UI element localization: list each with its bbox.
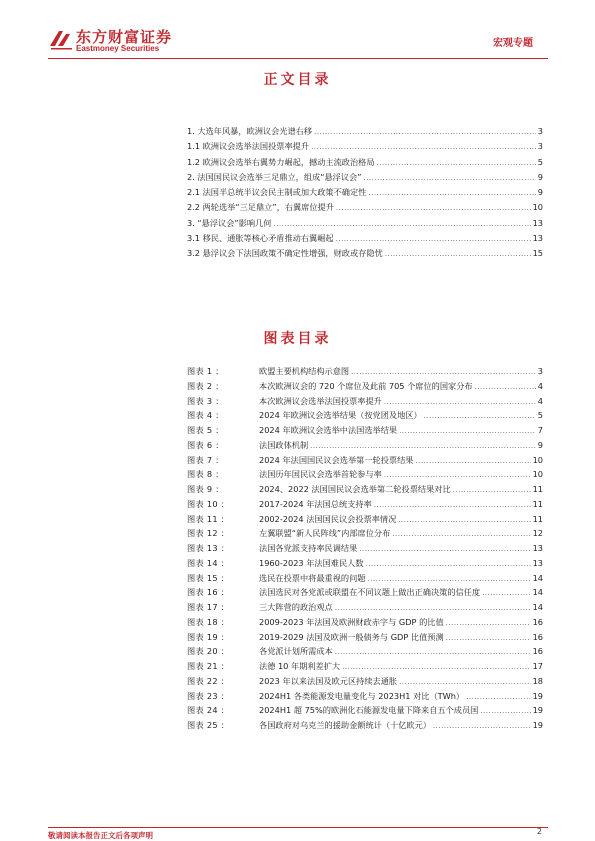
toc-entry-label: 1.2 欧洲议会选举右翼势力崛起，撼动主流政治格局 — [187, 156, 375, 167]
toc-entry[interactable] — [187, 187, 543, 202]
figure-entry-number: 图表 7 ： — [187, 454, 224, 465]
figure-entry-number: 图表 15 ： — [187, 572, 230, 583]
dot-leader — [336, 204, 531, 212]
toc-entry[interactable] — [187, 218, 543, 233]
figure-entry-page: 10 — [532, 454, 543, 465]
toc-entry-label: 2.2 两轮选举“三足鼎立”，右翼席位提升 — [187, 202, 334, 213]
eastmoney-logo-icon — [48, 28, 74, 50]
figure-entry-number: 图表 24 ： — [187, 705, 230, 716]
figure-entry[interactable] — [187, 528, 543, 543]
dot-leader — [433, 722, 531, 730]
figure-entry-number: 图表 13 ： — [187, 543, 230, 553]
figure-entry[interactable] — [187, 602, 543, 617]
figure-entry-page: 17 — [532, 661, 543, 671]
figure-entry-label: 本次欧洲议会选举法国投票率提升 — [259, 395, 382, 406]
toc-entry[interactable] — [187, 248, 543, 263]
figure-entry[interactable] — [187, 469, 543, 484]
figure-entry[interactable] — [187, 558, 543, 573]
figure-entry[interactable] — [187, 381, 543, 396]
toc-entry-page: 3 — [537, 126, 543, 136]
dot-leader — [446, 619, 531, 627]
figure-entry-page: 14 — [532, 602, 543, 612]
figure-entry[interactable] — [187, 691, 543, 706]
figure-entry-label: 欧盟主要机构结构示意图 — [259, 366, 350, 376]
figure-entry-number: 图表 10 ： — [187, 498, 230, 509]
figure-entry-page: 16 — [532, 646, 543, 657]
figure-entry-page: 5 — [537, 410, 543, 421]
figure-entry-label: 2024H1 超 75%的欧洲化石能源发电量下降来自五个成员国 — [259, 705, 479, 716]
figure-entry-page: 16 — [532, 616, 543, 627]
dot-leader — [366, 560, 531, 568]
figure-entry-label: 本次欧洲议会的 720 个席位及此前 705 个席位的国家分布 — [259, 380, 473, 391]
figure-entry[interactable] — [187, 705, 543, 720]
figure-entry-number: 图表 19 ： — [187, 631, 230, 642]
dot-leader — [446, 634, 531, 642]
toc-entry-label: 1. 大选年风暴，欧洲议会光谱右移 — [187, 126, 313, 136]
dot-leader — [335, 648, 531, 656]
dot-leader — [475, 383, 536, 391]
figure-entry-label: 2024、2022 法国国民议会选举第二轮投票结果对比 — [259, 484, 451, 494]
toc-entry[interactable] — [187, 172, 543, 187]
toc-entry[interactable] — [187, 126, 543, 141]
footer-disclaimer: 敬请阅读本报告正文后各项声明 — [48, 831, 153, 840]
figure-entry[interactable] — [187, 720, 543, 735]
toc-entry-label: 1.1 欧洲议会选举法国投票率提升 — [187, 141, 310, 152]
figure-entry-number: 图表 1 ： — [187, 366, 224, 376]
figure-entry[interactable] — [187, 366, 543, 381]
toc-entry-label: 2.1 法国半总统半议会民主制或加大政策不确定性 — [187, 187, 367, 198]
figure-entry-page: 13 — [532, 557, 543, 568]
figure-entry[interactable] — [187, 440, 543, 455]
dot-leader — [335, 604, 531, 612]
figure-entry-label: 1960-2023 年法国难民人数 — [259, 557, 364, 568]
table-of-contents — [187, 126, 543, 264]
figure-entry-label: 三大阵营的政治观点 — [259, 602, 333, 612]
toc-entry[interactable] — [187, 157, 543, 172]
figure-entry-page: 14 — [532, 572, 543, 583]
figure-entry-page: 11 — [532, 513, 543, 524]
figure-entry-page: 10 — [532, 469, 543, 480]
dot-leader — [482, 589, 531, 597]
figure-entry[interactable] — [187, 396, 543, 411]
dot-leader — [367, 575, 530, 583]
dot-leader — [351, 368, 536, 376]
dot-leader — [466, 693, 530, 701]
figure-entry-number: 图表 3 ： — [187, 395, 224, 406]
figure-entry-label: 2002-2024 法国国民议会投票率情况 — [259, 513, 397, 524]
figure-entry-label: 法国历年国民议会选举首轮参与率 — [259, 469, 382, 480]
figure-entry[interactable] — [187, 455, 543, 470]
dot-leader — [398, 516, 530, 524]
figure-entry-label: 法德 10 年期利差扩大 — [259, 661, 341, 671]
figure-entry[interactable] — [187, 587, 543, 602]
header-divider — [48, 58, 548, 59]
dot-leader — [368, 189, 535, 197]
figure-entry-number: 图表 18 ： — [187, 616, 230, 627]
figure-entry-number: 图表 9 ： — [187, 484, 224, 494]
figure-entry[interactable] — [187, 514, 543, 529]
figure-list — [187, 366, 543, 735]
figure-entry-label: 2024H1 各类能源发电量变化与 2023H1 对比（TWh） — [259, 690, 465, 701]
figure-entry-number: 图表 16 ： — [187, 587, 230, 598]
toc-entry[interactable] — [187, 141, 543, 156]
figure-entry[interactable] — [187, 632, 543, 647]
page-number: 2 — [536, 827, 542, 836]
figure-entry-page: 16 — [532, 631, 543, 642]
figure-entry-page: 4 — [537, 380, 543, 391]
figure-entry-page: 11 — [532, 498, 543, 509]
figure-entry-label: 2024 年欧洲议会选举结果（按党团及地区） — [259, 410, 422, 421]
toc-entry[interactable] — [187, 202, 543, 217]
figure-entry[interactable] — [187, 543, 543, 558]
figure-entry[interactable] — [187, 499, 543, 514]
figure-entry-page: 12 — [532, 528, 543, 539]
dot-leader — [399, 678, 531, 686]
figure-entry-page: 11 — [532, 484, 543, 494]
figure-entry-label: 2019-2029 法国及欧洲一般债务与 GDP 比值预测 — [259, 631, 444, 642]
figure-entry-page: 19 — [532, 720, 543, 730]
toc-entry-label: 3.2 悬浮议会下法国政策不确定性增强，财政或存隐忧 — [187, 248, 383, 259]
figure-entry-number: 图表 4 ： — [187, 410, 224, 421]
toc-entry-page: 13 — [532, 233, 543, 244]
figure-entry-page: 13 — [532, 543, 543, 553]
dot-leader — [336, 235, 531, 243]
logo-chinese-name: 东方财富证券 — [76, 28, 173, 46]
dot-leader — [453, 486, 531, 494]
footer-divider — [48, 827, 548, 828]
toc-entry-page: 3 — [537, 141, 543, 152]
figure-entry-number: 图表 8 ： — [187, 469, 224, 480]
figure-entry-label: 各党派计划所需成本 — [259, 646, 333, 657]
figure-entry-number: 图表 6 ： — [187, 439, 224, 450]
figure-entry-number: 图表 14 ： — [187, 557, 230, 568]
toc-entry-label: 3. “悬浮议会”影响几何 — [187, 217, 272, 228]
figure-entry-number: 图表 20 ： — [187, 646, 230, 657]
figure-entry-number: 图表 23 ： — [187, 690, 230, 701]
figure-entry-page: 19 — [532, 690, 543, 701]
logo-english-name: Eastmoney Securities — [76, 44, 160, 53]
figure-entry-page: 3 — [537, 366, 543, 376]
toc-entry-page: 9 — [537, 187, 543, 198]
dot-leader — [385, 250, 531, 258]
figure-entry-number: 图表 11 ： — [187, 513, 230, 524]
dot-leader — [399, 427, 536, 435]
figure-entry[interactable] — [187, 617, 543, 632]
toc-entry[interactable] — [187, 233, 543, 248]
dot-leader — [363, 174, 535, 182]
figure-entry-page: 18 — [532, 675, 543, 686]
figure-entry-label: 2023 年以来法国及欧元区持续去通胀 — [259, 675, 398, 686]
dot-leader — [384, 471, 531, 479]
figure-entry[interactable] — [187, 484, 543, 499]
dot-leader — [392, 530, 530, 538]
figure-entry-label: 法国各党派支持率民调结果 — [259, 543, 358, 553]
report-type-tag: 宏观专题 — [493, 38, 533, 49]
figure-entry-page: 4 — [537, 395, 543, 406]
figure-entry[interactable] — [187, 676, 543, 691]
figure-entry-label: 2017-2024 年法国总统支持率 — [259, 498, 372, 509]
toc-entry-page: 15 — [532, 248, 543, 259]
figure-entry-label: 各国政府对乌克兰的援助金额统计（十亿欧元） — [259, 720, 431, 730]
figure-entry-number: 图表 5 ： — [187, 425, 224, 435]
dot-leader — [342, 663, 530, 671]
dot-leader — [310, 442, 536, 450]
figure-entry[interactable] — [187, 425, 543, 440]
figure-entry-label: 选民在投票中将最重视的问题 — [259, 572, 366, 583]
dot-leader — [480, 707, 530, 715]
page-header — [0, 0, 595, 62]
figure-entry-label: 左翼联盟“新人民阵线”内部席位分布 — [259, 528, 391, 539]
figure-entry-number: 图表 2 ： — [187, 380, 224, 391]
figure-entry-label: 2009-2023 年法国及欧洲财政赤字与 GDP 的比值 — [259, 616, 444, 627]
figure-entry-number: 图表 21 ： — [187, 661, 230, 671]
figure-entry-page: 19 — [532, 705, 543, 716]
toc-entry-label: 3.1 移民、通胀等核心矛盾推动右翼崛起 — [187, 233, 334, 244]
figure-entry-number: 图表 25 ： — [187, 720, 230, 730]
toc-entry-page: 5 — [537, 156, 543, 167]
figure-entry-label: 法国选民对各党派或联盟在不同议题上做出正确决策的信任度 — [259, 587, 481, 598]
dot-leader — [374, 501, 531, 509]
figure-entry-number: 图表 22 ： — [187, 675, 230, 686]
dot-leader — [273, 220, 530, 228]
dot-leader — [424, 412, 536, 420]
figure-entry-page: 7 — [537, 425, 543, 435]
toc-entry-page: 10 — [532, 202, 543, 213]
figure-entry-label: 2024 年法国国民议会选举第一轮投票结果 — [259, 454, 414, 465]
figure-entry-page: 14 — [532, 587, 543, 598]
figure-entry[interactable] — [187, 646, 543, 661]
figure-entry-page: 9 — [537, 439, 543, 450]
dot-leader — [314, 128, 536, 136]
dot-leader — [377, 159, 536, 167]
dot-leader — [359, 545, 530, 553]
figure-list-title: 图表目录 — [263, 331, 332, 347]
figure-entry[interactable] — [187, 573, 543, 588]
toc-entry-label: 2. 法国国民议会选举三足鼎立，组成“悬浮议会” — [187, 171, 362, 182]
toc-entry-page: 9 — [537, 171, 543, 182]
toc-title: 正文目录 — [263, 72, 332, 88]
dot-leader — [311, 143, 536, 151]
dot-leader — [415, 457, 530, 465]
figure-entry-label: 2024 年欧洲议会选举中法国选举结果 — [259, 425, 398, 435]
figure-entry[interactable] — [187, 410, 543, 425]
figure-entry[interactable] — [187, 661, 543, 676]
figure-entry-number: 图表 17 ： — [187, 602, 230, 612]
figure-entry-label: 法国政体机制 — [259, 439, 309, 450]
figure-entry-number: 图表 12 ： — [187, 528, 230, 539]
dot-leader — [384, 398, 536, 406]
toc-entry-page: 13 — [532, 217, 543, 228]
